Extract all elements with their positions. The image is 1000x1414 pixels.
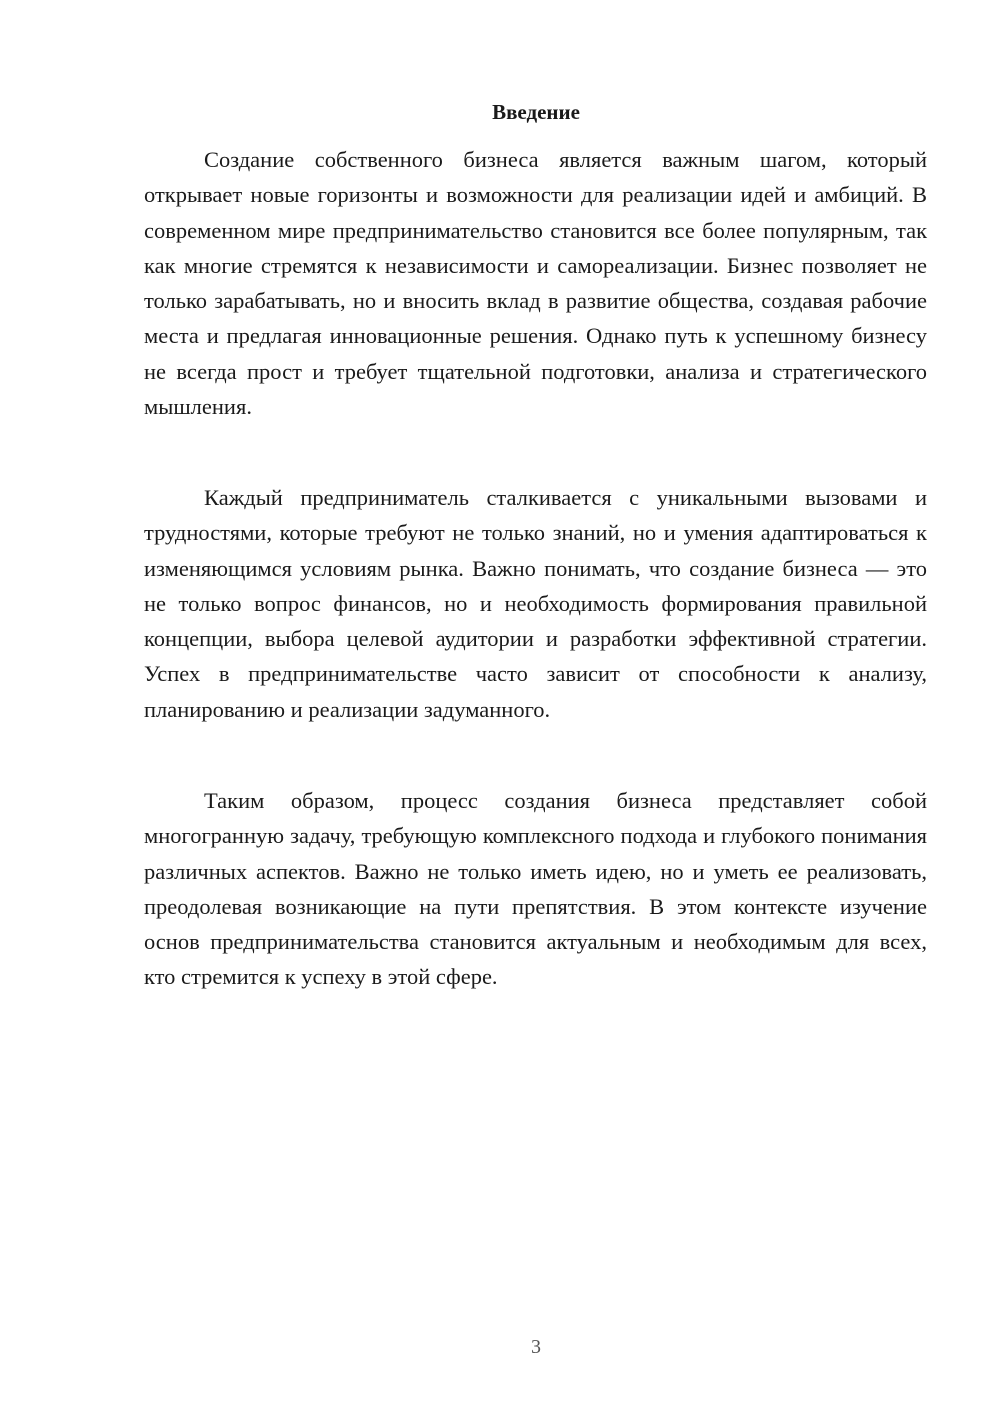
page-number: 3 xyxy=(531,1336,541,1358)
paragraph-1: Создание собственного бизнеса является важным шагом, который открывает новые горизонты и возможности для реализации идей и амбиций. В современном мире предпринимательство становится все более популярным, так как многие стремятся к независимости и самореализации. Бизнес позволяет не только зарабатывать, но и вносить вклад в развитие общества, создавая рабочие места и предлагая инновационные решения. Однако путь к успешному бизнесу не всегда прост и требует тщательной подготовки, анализа и стратегического мышления. xyxy=(144,147,927,420)
paragraph-3: Таким образом, процесс создания бизнеса представляет собой многогранную задачу, требующую комплексного подхода и глубокого понимания различных аспектов. Важно не только иметь идею, но и уметь ее реализовать, преодолевая возникающие на пути препятствия. В этом контексте изучение основ предпринимательства становится актуальным и необходимым для всех, кто стремится к успеху в этой сфере. xyxy=(144,788,927,990)
section-heading: Введение xyxy=(492,100,580,124)
paragraph-2: Каждый предприниматель сталкивается с уникальными вызовами и трудностями, которые требуют не только знаний, но и умения адаптироваться к изменяющимся условиям рынка. Важно понимать, что создание бизнеса — это не только вопрос финансов, но и необходимость формирования правильной концепции, выбора целевой аудитории и разработки эффективной стратегии. Успех в предпринимательстве часто зависит от способности к анализу, планированию и реализации задуманного. xyxy=(144,485,927,722)
